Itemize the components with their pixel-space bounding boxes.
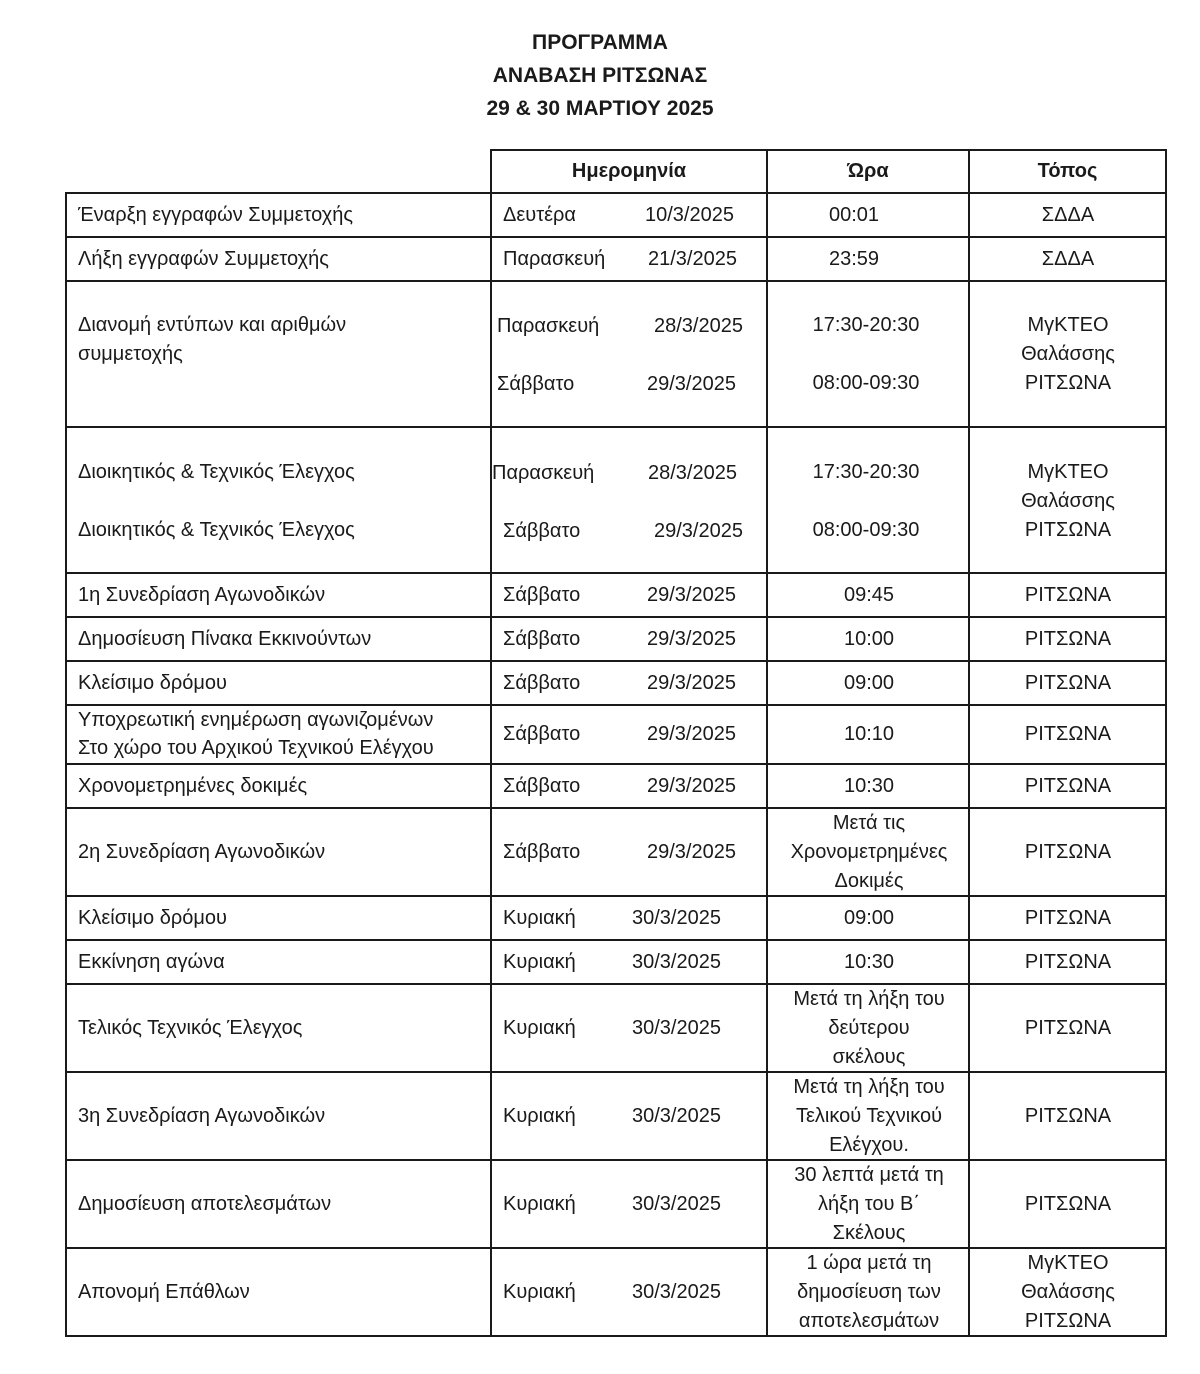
date-cell: 29/3/2025 xyxy=(647,627,736,650)
table-border xyxy=(65,280,1167,282)
time-cell: 17:30-20:30 xyxy=(812,461,920,483)
day-cell: Δευτέρα xyxy=(503,203,576,226)
time-cell: 00:01 xyxy=(828,203,880,226)
time-cell: 23:59 xyxy=(828,247,880,270)
place-line-1: ΜγΚΤΕΟ xyxy=(1027,1251,1109,1274)
place-cell: ΡΙΤΣΩΝΑ xyxy=(1024,906,1112,929)
event-cell: Δημοσίευση Πίνακα Εκκινούντων xyxy=(78,627,372,650)
place-cell xyxy=(971,1249,1165,1335)
header-date: Ημερομηνία xyxy=(571,160,687,182)
day-cell: Σάββατο xyxy=(503,627,581,650)
header-place: Τόπος xyxy=(1037,160,1098,182)
time-line-2: Χρονομετρημένες xyxy=(790,840,948,863)
date-cell: 29/3/2025 xyxy=(647,373,736,395)
place-line-2: Θαλάσσης xyxy=(1021,1280,1115,1303)
date-cell: 30/3/2025 xyxy=(632,1280,721,1303)
time-line-1: Μετά τις xyxy=(832,811,906,834)
place-cell: ΡΙΤΣΩΝΑ xyxy=(1024,1192,1112,1215)
date-cell: 29/3/2025 xyxy=(647,774,736,797)
time-line-3: Ελέγχου. xyxy=(829,1133,909,1156)
place-cell: ΡΙΤΣΩΝΑ xyxy=(1024,1016,1112,1039)
place-line-1: ΜγΚΤΕΟ xyxy=(1027,314,1109,336)
place-line-1: ΜγΚΤΕΟ xyxy=(1027,461,1109,483)
time-cell: 09:45 xyxy=(843,583,895,606)
day-cell: Κυριακή xyxy=(503,1280,576,1303)
day-cell: Κυριακή xyxy=(503,1016,576,1039)
event-cell: 3η Συνεδρίαση Αγωνοδικών xyxy=(78,1104,326,1127)
day-cell: Σάββατο xyxy=(503,520,581,542)
header-time: Ώρα xyxy=(847,160,889,182)
date-cell: 28/3/2025 xyxy=(648,462,737,484)
event-cell: Λήξη εγγραφών Συμμετοχής xyxy=(78,247,329,270)
event-cell-line-2: Στο χώρο του Αρχικού Τεχνικού Ελέγχου xyxy=(78,737,434,759)
table-border xyxy=(65,1335,1167,1337)
place-cell: ΡΙΤΣΩΝΑ xyxy=(1024,950,1112,973)
day-cell: Σάββατο xyxy=(497,373,575,395)
event-cell: 2η Συνεδρίαση Αγωνοδικών xyxy=(78,840,326,863)
event-cell: Τελικός Τεχνικός Έλεγχος xyxy=(78,1016,303,1039)
day-cell: Σάββατο xyxy=(503,583,581,606)
title-line-2: ΑΝΑΒΑΣΗ ΡΙΤΣΩΝΑΣ xyxy=(492,64,708,87)
date-cell: 30/3/2025 xyxy=(632,906,721,929)
time-cell: 09:00 xyxy=(843,671,895,694)
date-cell: 29/3/2025 xyxy=(647,840,736,863)
event-cell: Κλείσιμο δρόμου xyxy=(78,671,227,694)
time-line-1: 30 λεπτά μετά τη xyxy=(794,1163,944,1186)
date-cell: 21/3/2025 xyxy=(648,247,737,270)
place-cell: ΡΙΤΣΩΝΑ xyxy=(1024,774,1112,797)
day-cell: Κυριακή xyxy=(503,906,576,929)
time-cell xyxy=(769,1161,969,1247)
day-cell: Παρασκευή xyxy=(503,247,606,270)
day-cell: Σάββατο xyxy=(503,723,581,745)
time-cell xyxy=(769,809,969,895)
time-line-1: Μετά τη λήξη του xyxy=(793,987,945,1010)
day-cell: Κυριακή xyxy=(503,1104,576,1127)
time-cell: 08:00-09:30 xyxy=(812,372,920,394)
time-line-3: Σκέλους xyxy=(832,1221,906,1244)
date-cell: 30/3/2025 xyxy=(632,950,721,973)
date-cell: 29/3/2025 xyxy=(654,520,743,542)
date-cell: 30/3/2025 xyxy=(632,1104,721,1127)
time-cell: 08:00-09:30 xyxy=(812,519,920,541)
date-cell: 29/3/2025 xyxy=(647,723,736,745)
place-cell: ΡΙΤΣΩΝΑ xyxy=(1024,627,1112,650)
time-cell: 17:30-20:30 xyxy=(812,314,920,336)
event-cell: Διοικητικός & Τεχνικός Έλεγχος xyxy=(78,519,355,541)
day-cell: Παρασκευή xyxy=(492,462,595,484)
table-border xyxy=(490,149,492,1337)
place-cell: ΡΙΤΣΩΝΑ xyxy=(1024,583,1112,606)
place-cell: ΡΙΤΣΩΝΑ xyxy=(1024,840,1112,863)
place-cell: ΡΙΤΣΩΝΑ xyxy=(1024,671,1112,694)
place-cell: ΡΙΤΣΩΝΑ xyxy=(1024,723,1112,745)
time-line-3: σκέλους xyxy=(832,1045,906,1068)
time-cell xyxy=(769,985,969,1071)
time-line-2: Τελικού Τεχνικού xyxy=(795,1104,943,1127)
date-cell: 30/3/2025 xyxy=(632,1016,721,1039)
place-line-3: ΡΙΤΣΩΝΑ xyxy=(1024,1309,1112,1332)
event-cell-line-2: συμμετοχής xyxy=(78,343,183,365)
date-cell: 10/3/2025 xyxy=(645,203,734,226)
day-cell: Κυριακή xyxy=(503,1192,576,1215)
time-cell: 10:30 xyxy=(843,950,895,973)
event-cell: Χρονομετρημένες δοκιμές xyxy=(78,774,308,797)
event-cell: Έναρξη εγγραφών Συμμετοχής xyxy=(78,203,353,226)
day-cell: Σάββατο xyxy=(503,840,581,863)
place-cell: ΣΔΔΑ xyxy=(1041,203,1095,226)
date-cell: 30/3/2025 xyxy=(632,1192,721,1215)
place-line-3: ΡΙΤΣΩΝΑ xyxy=(1024,519,1112,541)
title-line-3: 29 & 30 ΜΑΡΤΙΟΥ 2025 xyxy=(486,97,714,120)
day-cell: Σάββατο xyxy=(503,774,581,797)
time-cell xyxy=(769,1249,969,1335)
time-line-2: λήξη του Β΄ xyxy=(818,1192,920,1215)
date-cell: 28/3/2025 xyxy=(654,315,743,337)
date-cell: 29/3/2025 xyxy=(647,583,736,606)
time-line-1: 1 ώρα μετά τη xyxy=(806,1251,932,1274)
time-line-2: δημοσίευση των xyxy=(797,1280,941,1303)
date-cell: 29/3/2025 xyxy=(647,671,736,694)
title-line-1: ΠΡΟΓΡΑΜΜΑ xyxy=(532,31,668,54)
day-cell: Παρασκευή xyxy=(497,315,600,337)
place-cell: ΡΙΤΣΩΝΑ xyxy=(1024,1104,1112,1127)
day-cell: Κυριακή xyxy=(503,950,576,973)
place-cell xyxy=(971,311,1165,398)
day-cell: Σάββατο xyxy=(503,671,581,694)
time-line-3: Δοκιμές xyxy=(834,869,904,892)
time-cell: 09:00 xyxy=(843,906,895,929)
time-cell: 10:30 xyxy=(843,774,895,797)
place-cell: ΣΔΔΑ xyxy=(1041,247,1095,270)
event-cell: 1η Συνεδρίαση Αγωνοδικών xyxy=(78,583,326,606)
table-border xyxy=(1165,149,1167,1337)
event-cell: Δημοσίευση αποτελεσμάτων xyxy=(78,1192,332,1215)
place-line-3: ΡΙΤΣΩΝΑ xyxy=(1024,372,1112,394)
time-cell xyxy=(769,1073,969,1159)
time-line-3: αποτελεσμάτων xyxy=(798,1309,940,1332)
time-cell: 10:00 xyxy=(843,627,895,650)
time-line-2: δεύτερου xyxy=(828,1016,910,1039)
event-cell-line-1: Υποχρεωτική ενημέρωση αγωνιζομένων xyxy=(78,709,434,731)
event-cell: Εκκίνηση αγώνα xyxy=(78,950,225,973)
table-border xyxy=(65,426,1167,428)
event-cell: Διοικητικός & Τεχνικός Έλεγχος xyxy=(78,461,355,483)
place-line-2: Θαλάσσης xyxy=(1021,343,1115,365)
event-cell-line-1: Διανομή εντύπων και αριθμών xyxy=(78,314,347,336)
time-line-1: Μετά τη λήξη του xyxy=(793,1075,945,1098)
place-line-2: Θαλάσσης xyxy=(1021,490,1115,512)
place-cell xyxy=(971,458,1165,545)
time-cell: 10:10 xyxy=(843,723,895,745)
event-cell: Απονομή Επάθλων xyxy=(78,1280,250,1303)
event-cell: Κλείσιμο δρόμου xyxy=(78,906,227,929)
table-border xyxy=(65,192,67,1337)
